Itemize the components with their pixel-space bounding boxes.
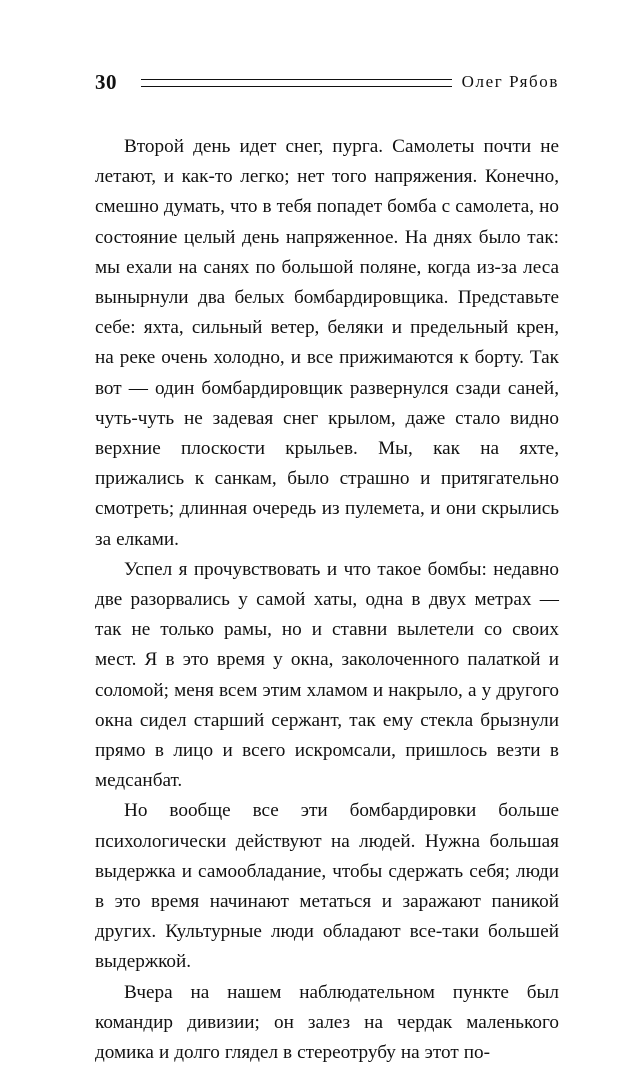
- paragraph: Успел я прочувствовать и что такое бомбы: недавно две разорвались у самой хаты, одна в двух метрах — так не только рамы, но и ставни вылетели со своих мест. Я в это время у окна, заколоченного палаткой и соломой; меня всем этим хламом и накрыло, а у другого окна сидел старший сержант, так ему стекла брызнули прямо в лицо и всего искромсали, пришлось везти в медсанбат.: [95, 558, 559, 792]
- running-head: [95, 70, 559, 106]
- running-head-author: Олег Рябов: [452, 72, 559, 92]
- body-text: [95, 132, 559, 1068]
- paragraph: Но вообще все эти бомбардировки больше психологически действуют на людей. Нужна большая выдержка и самообладание, чтобы сдержать себя; люди в это время начинают метаться и заражают паникой других. Культурные люди обладают все-таки большей выдержкой.: [95, 800, 559, 973]
- running-head-rules: [141, 70, 559, 94]
- page-number: 30: [95, 70, 117, 94]
- paragraph: Второй день идет снег, пурга. Самолеты почти не летают, и как-то легко; нет того напряжения. Конечно, смешно думать, что в тебя попадет бомба с самолета, но состояние целый день напряженное. На днях было так: мы ехали на санях по большой поляне, когда из-за леса вынырнули два белых бомбардировщика. Представьте себе: яхта, сильный ветер, беляки и предельный крен, на реке очень холодно, и все прижимаются к борту. Так вот — один бомбардировщик развернулся сзади саней, чуть-чуть не задевая снег крылом, даже стало видно верхние плоскости крыльев. Мы, как на яхте, прижались к санкам, было страшно и притягательно смотреть; длинная очередь из пулемета, и они скрылись за елками.: [95, 136, 559, 550]
- paragraph: Вчера на нашем наблюдательном пункте был командир дивизии; он залез на чердак маленького домика и долго глядел в стереотрубу на этот по-: [95, 981, 559, 1064]
- page-content-area: [95, 70, 559, 1068]
